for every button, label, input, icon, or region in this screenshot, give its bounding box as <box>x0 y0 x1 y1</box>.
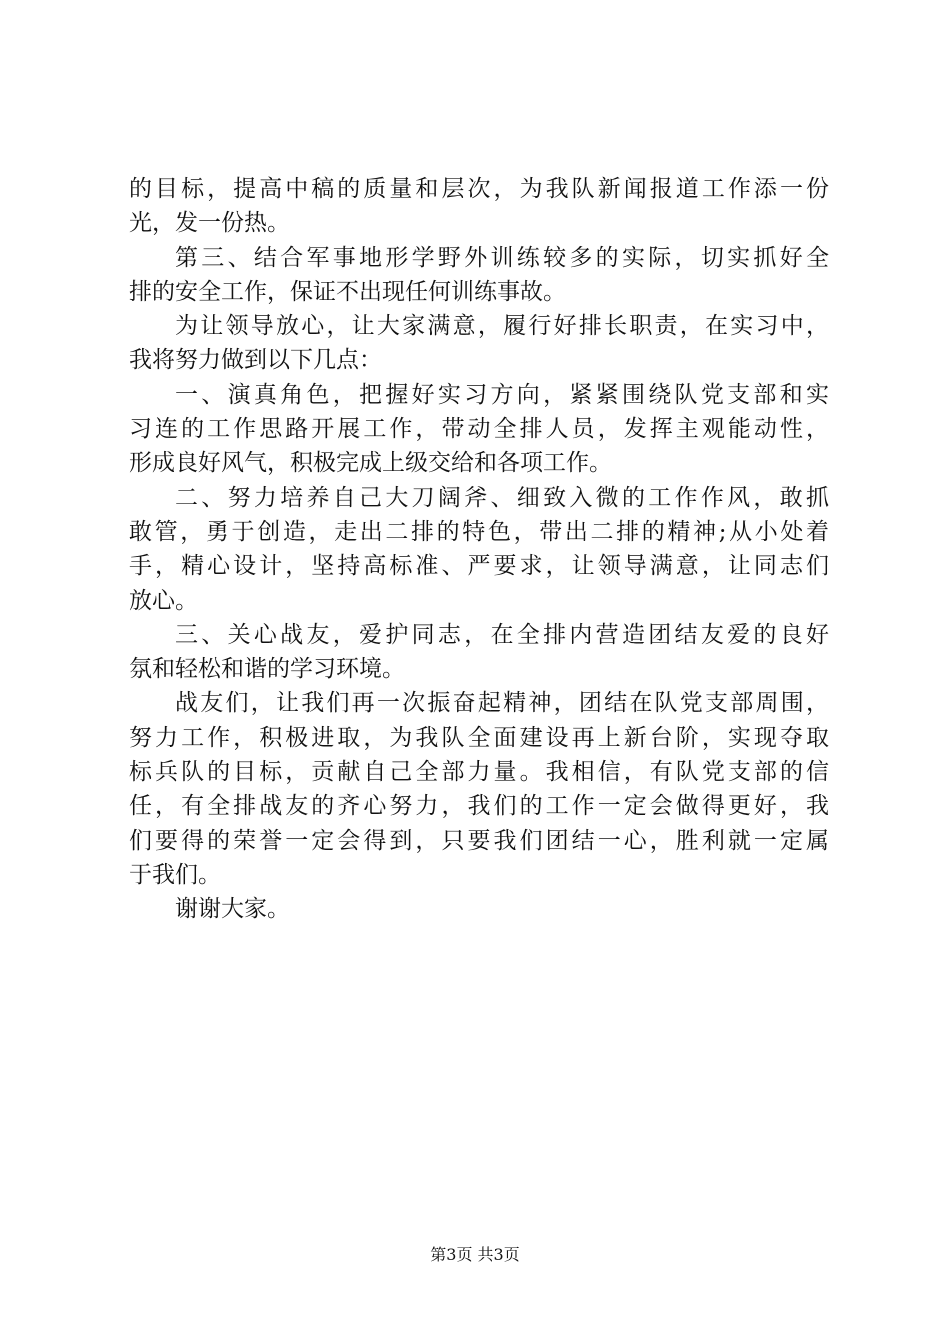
text-line: 谢谢大家。 <box>175 896 290 923</box>
text-line: 一、演真角色，把握好实习方向，紧紧围绕队党支部和实 <box>175 381 829 408</box>
text-line: 第三、结合军事地形学野外训练较多的实际，切实抓好全 <box>175 244 829 271</box>
text-line: 标兵队的目标，贡献自己全部力量。我相信，有队党支部的信 <box>129 759 829 786</box>
text-line: 形成良好风气，积极完成上级交给和各项工作。 <box>129 450 612 477</box>
text-line: 任，有全排战友的齐心努力，我们的工作一定会做得更好，我 <box>129 793 829 820</box>
text-line: 三、关心战友，爱护同志，在全排内营造团结友爱的良好 <box>175 621 829 648</box>
text-line: 二、努力培养自己大刀阔斧、细致入微的工作作风，敢抓 <box>175 484 829 511</box>
text-line: 手，精心设计，坚持高标准、严要求，让领导满意，让同志们 <box>129 553 829 580</box>
page-number-footer: 第3页 共3页 <box>430 1245 520 1264</box>
text-line: 光，发一份热。 <box>129 210 290 237</box>
text-line: 放心。 <box>129 587 198 614</box>
text-line: 习连的工作思路开展工作，带动全排人员，发挥主观能动性， <box>129 416 829 443</box>
text-line: 排的安全工作，保证不出现任何训练事故。 <box>129 278 566 305</box>
text-line: 敢管，勇于创造，走出二排的特色，带出二排的精神;从小处着 <box>129 518 829 545</box>
text-line: 氛和轻松和谐的学习环境。 <box>129 656 405 683</box>
text-line: 于我们。 <box>129 861 221 888</box>
text-line: 为让领导放心，让大家满意，履行好排长职责，在实习中， <box>175 313 829 340</box>
text-line: 我将努力做到以下几点： <box>129 347 382 374</box>
document-body <box>129 172 829 927</box>
text-line: 们要得的荣誉一定会得到，只要我们团结一心，胜利就一定属 <box>129 827 829 854</box>
text-line: 努力工作，积极进取，为我队全面建设再上新台阶，实现夺取 <box>129 724 829 751</box>
text-line: 的目标，提高中稿的质量和层次，为我队新闻报道工作添一份 <box>129 176 829 202</box>
text-line: 战友们，让我们再一次振奋起精神，团结在队党支部周围， <box>175 690 829 717</box>
